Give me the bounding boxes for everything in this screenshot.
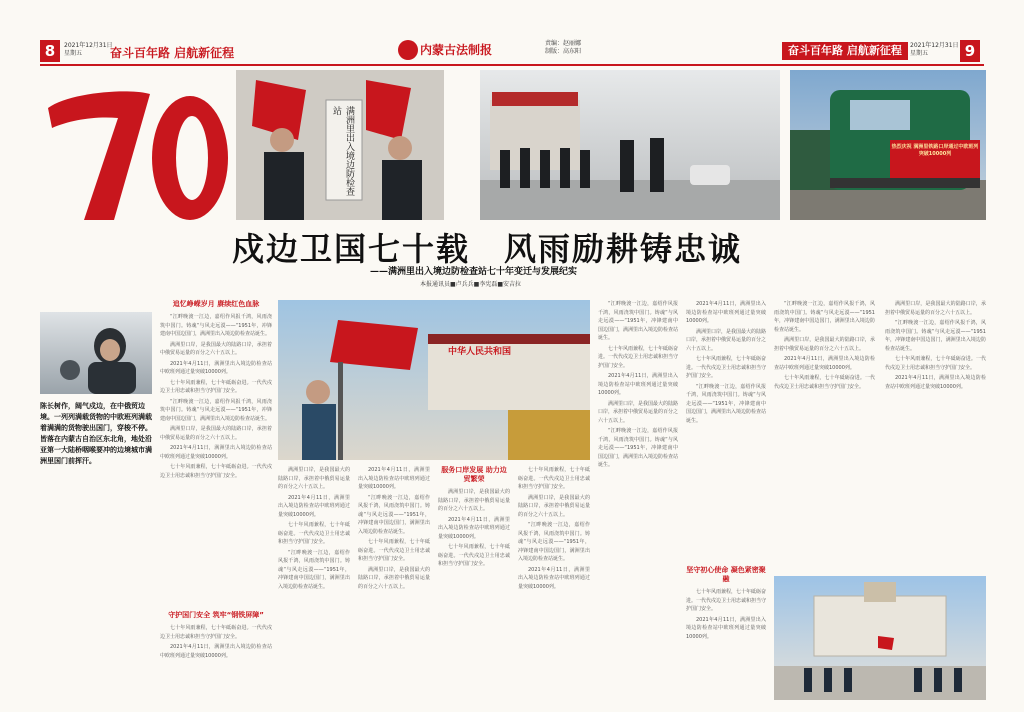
customs-building-icon: [774, 576, 986, 700]
column-5-text: [438, 488, 510, 708]
section-title-4: 坚守初心使命 凝色紧密聚融: [686, 566, 766, 583]
section-title-1: 追忆峥嵘岁月 赓续红色血脉: [172, 300, 260, 308]
column-5: [438, 466, 510, 700]
seventy-icon: [40, 70, 240, 230]
masthead-emblem-icon: [398, 40, 418, 60]
paragraph: 满洲里口岸，是我国最大的陆路口岸，承担着中俄贸易运量的百分之六十五以上。: [774, 337, 875, 352]
paragraph: 七十年风雨兼程，七十年砥砺奋进。一代代戍边卫士用忠诚和担当守护国门安全。: [518, 467, 590, 490]
station-sign-photo: [236, 70, 444, 220]
header-rule: [40, 64, 984, 66]
border-gate-salute-photo: [278, 300, 590, 460]
lead-paragraph: 陈长树作，阔气戍边，在中俄贸边境。一列列满载货物的中欧班列满载着满满的货物驶出国门，穿梭不停。皆落在内蒙古自治区东北角，地处沿亚第一大陆桥咽喉要冲的边境城市满洲里国门前挥汗。: [40, 401, 152, 465]
paragraph: 满洲里口岸，是我国最大的陆路口岸，承担着中俄贸易运量的百分之六十五以上。: [160, 341, 272, 356]
paragraph: 2021年4月11日，满洲里出入境边防检查站中欧班列通过量突破10000列。: [686, 301, 766, 324]
column-6-text: [518, 466, 590, 700]
freight-train-photo: [790, 70, 986, 220]
paragraph: 七十年风雨兼程，七十年砥砺奋进。一代代戍边卫士用忠诚和担当守护国门安全。: [686, 589, 766, 612]
train-banner-text: 热烈庆祝 满洲里铁路口岸通过中欧班列突破10000列: [891, 144, 979, 157]
marching-soldiers-icon: [480, 70, 780, 220]
paragraph: 七十年风雨兼程，七十年砥砺奋进。一代代戍边卫士用忠诚和担当守护国门安全。: [358, 539, 430, 562]
paragraph: “江畔晚渡一江边，嘉绍作风报千鸿，风雨浇筑中国门。铸魂“与风走远漠——“1951年，冲锋建南中国边国门，满洲里出入境边防检查站诞生。: [598, 428, 678, 468]
left-dateline: [64, 42, 113, 58]
paragraph: 满洲里口岸，是我国最大的陆路口岸，承担着中俄贸易运量的百分之六十五以上。: [160, 426, 272, 441]
layout-line: 制版：高东阳: [545, 48, 582, 55]
left-page-number: 8: [40, 40, 60, 62]
paragraph: “江畔晚渡一江边，嘉绍作风报千鸿，风雨浇筑中国门。铸魂“与风走远漠——“1951年，冲锋建南中国边国门，满洲里出入境边防检查站诞生。: [160, 398, 272, 422]
headline: 戍边卫国七十载 风雨励耕铸忠诚: [232, 230, 743, 268]
paragraph: 满洲里口岸，是我国最大的陆路口岸，承担着中俄贸易运量的百分之六十五以上。: [278, 467, 350, 490]
column-8-text: [686, 300, 766, 560]
gate-flag-text: 中华人民共和国: [448, 347, 512, 357]
right-weekday: 星期五: [910, 50, 929, 57]
paragraph: 2021年4月11日，满洲里出入境边防检查站中欧班列通过量突破10000列。: [160, 360, 272, 375]
left-weekday: 星期五: [64, 50, 83, 57]
column-7-text: [598, 300, 678, 560]
parade-building-photo: [774, 576, 986, 700]
paragraph: “江畔晚渡一江边，嘉绍作风报千鸿，风雨浇筑中国门。铸魂“与风走远漠——“1951年，冲锋建南中国边国门，满洲里出入境边防检查站诞生。: [885, 320, 986, 352]
paragraph: 七十年风雨兼程，七十年砥砺奋进。一代代戍边卫士用忠诚和担当守护国门安全。: [438, 544, 510, 567]
right-dateline: [910, 42, 959, 58]
paragraph: “江畔晚渡一江边，嘉绍作风报千鸿，风雨浇筑中国门。铸魂“与风走远漠——“1951年，冲锋建南中国边国门，满洲里出入境边防检查站诞生。: [358, 494, 430, 535]
editor-info: [545, 40, 581, 56]
station-sign-text: 满洲里出入境边防检查站: [331, 106, 354, 196]
paragraph: “江畔晚渡一江边，嘉绍作风报千鸿，风雨浇筑中国门。铸魂“与风走远漠——“1951年，冲锋建南中国边国门，满洲里出入境边防检查站诞生。: [160, 314, 272, 337]
soldier-winter-photo: [40, 312, 152, 394]
paragraph: “江畔晚渡一江边，嘉绍作风报千鸿，风雨浇筑中国门。铸魂“与风走远漠——“1951年，冲锋建南中国边国门，满洲里出入境边防检查站诞生。: [598, 301, 678, 341]
byline: 本报通讯员■卢兵兵■李宪磊■安吉拉: [420, 281, 522, 288]
column-4-text: [358, 466, 430, 700]
paragraph: 满洲里口岸，是我国最大的陆路口岸，承担着中俄贸易运量的百分之六十五以上。: [518, 494, 590, 518]
paragraph: 满洲里口岸，是我国最大的陆路口岸，承担着中俄贸易运量的百分之六十五以上。: [438, 489, 510, 512]
paragraph: 2021年4月11日，满洲里出入境边防检查站中欧班列通过量突破10000列。: [160, 644, 272, 659]
soldier-figure-icon: [40, 312, 152, 394]
paragraph: 2021年4月11日，满洲里出入境边防检查站中欧班列通过量突破10000列。: [358, 467, 430, 490]
paragraph: 七十年风雨兼程，七十年砥砺奋进。一代代戍边卫士用忠诚和担当守护国门安全。: [160, 625, 272, 640]
paragraph: 2021年4月11日，满洲里出入境边防检查站中欧班列通过量突破10000列。: [598, 373, 678, 396]
paragraph: 满洲里口岸，是我国最大的陆路口岸，承担着中俄贸易运量的百分之六十五以上。: [885, 301, 986, 316]
column-8b-text: [686, 588, 766, 698]
paragraph: “江畔晚渡一江边，嘉绍作风报千鸿，风雨浇筑中国门。铸魂“与风走远漠——“1951年，冲锋建南中国边国门，满洲里出入境边防检查站诞生。: [278, 549, 350, 590]
column-2-text: [160, 313, 272, 603]
left-date: 2021年12月31日: [64, 42, 113, 49]
paragraph: 2021年4月11日，满洲里出入境边防检查站中欧班列通过量突破10000列。: [518, 566, 590, 590]
column-8: [686, 300, 766, 700]
paragraph: 2021年4月11日，满洲里出入境边防检查站中欧班列通过量突破10000列。: [885, 375, 986, 390]
paragraph: 2021年4月11日，满洲里出入境边防检查站中欧班列通过量突破10000列。: [278, 494, 350, 518]
section-title-2: 守护国门安全 筑牢“钢铁屏障”: [168, 611, 264, 619]
column-9-text: [774, 300, 986, 570]
column-2: [160, 300, 272, 700]
subheadline: ——满洲里出入境边防检查站七十年变迁与发展纪实: [370, 267, 578, 277]
column-2b-text: [160, 624, 272, 694]
left-column-slogan: 奋斗百年路 启航新征程: [110, 46, 235, 60]
paragraph: 七十年风雨兼程，七十年砥砺奋进。一代代戍边卫士用忠诚和担当守护国门安全。: [278, 522, 350, 545]
paragraph: 七十年风雨兼程，七十年砥砺奋进。一代代戍边卫士用忠诚和担当守护国门安全。: [774, 375, 875, 390]
right-page-number: 9: [960, 40, 980, 62]
editor-line: 责编：赵丽娜: [545, 40, 582, 47]
anniversary-graphic: [40, 70, 240, 230]
patrol-squad-photo: [480, 70, 780, 220]
paragraph: “江畔晚渡一江边，嘉绍作风报千鸿，风雨浇筑中国门。铸魂“与风走远漠——“1951年，冲锋建南中国边国门，满洲里出入境边防检查站诞生。: [774, 301, 875, 333]
paragraph: 七十年风雨兼程，七十年砥砺奋进。一代代戍边卫士用忠诚和担当守护国门安全。: [598, 345, 678, 369]
paragraph: 七十年风雨兼程，七十年砥砺奋进。一代代戍边卫士用忠诚和担当守护国门安全。: [885, 356, 986, 371]
paragraph: 2021年4月11日，满洲里出入境边防检查站中欧班列通过量突破10000列。: [438, 516, 510, 540]
right-column-slogan: 奋斗百年路 启航新征程: [782, 42, 908, 60]
paragraph: 满洲里口岸，是我国最大的陆路口岸，承担着中俄贸易运量的百分之六十五以上。: [358, 566, 430, 590]
paragraph: 七十年风雨兼程，七十年砥砺奋进。一代代戍边卫士用忠诚和担当守护国门安全。: [160, 379, 272, 394]
right-date: 2021年12月31日: [910, 42, 959, 49]
section-title-3: 服务口岸发展 助力边贸繁荣: [441, 466, 507, 483]
page-header: [0, 0, 1024, 64]
paragraph: “江畔晚渡一江边，嘉绍作风报千鸿，风雨浇筑中国门。铸魂“与风走远漠——“1951年，冲锋建南中国边国门，满洲里出入境边防检查站诞生。: [686, 383, 766, 424]
paragraph: 满洲里口岸，是我国最大的陆路口岸，承担着中俄贸易运量的百分之六十五以上。: [686, 328, 766, 352]
paragraph: “江畔晚渡一江边，嘉绍作风报千鸿，风雨浇筑中国门。铸魂“与风走远漠——“1951年，冲锋建南中国边国门，满洲里出入境边防检查站诞生。: [518, 522, 590, 562]
paragraph: 满洲里口岸，是我国最大的陆路口岸，承担着中俄贸易运量的百分之六十五以上。: [598, 400, 678, 424]
paragraph: 2021年4月11日，满洲里出入境边防检查站中欧班列通过量突破10000列。: [160, 445, 272, 460]
paragraph: 七十年风雨兼程，七十年砥砺奋进。一代代戍边卫士用忠诚和担当守护国门安全。: [686, 356, 766, 379]
paragraph: 2021年4月11日，满洲里出入境边防检查站中欧班列通过量突破10000列。: [774, 356, 875, 371]
column-3-text: [278, 466, 350, 700]
masthead: 内蒙古法制报: [420, 43, 493, 57]
paragraph: 2021年4月11日，满洲里出入境边防检查站中欧班列通过量突破10000列。: [686, 616, 766, 640]
salute-flag-icon: [278, 300, 590, 460]
paragraph: 七十年风雨兼程，七十年砥砺奋进。一代代戍边卫士用忠诚和担当守护国门安全。: [160, 464, 272, 479]
